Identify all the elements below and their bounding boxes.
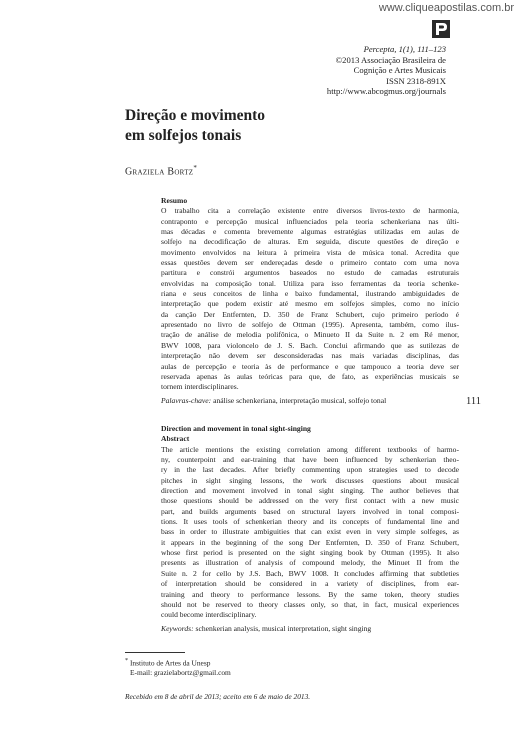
abstract-keywords bbox=[161, 624, 459, 634]
resumo-line: da canção Der Entfernten, D. 350 de Franz Schubert, cujo primeiro período é bbox=[161, 309, 459, 319]
article-author bbox=[125, 164, 197, 177]
footnote-affiliation-text: Instituto de Artes da Unesp bbox=[129, 658, 211, 668]
journal-info bbox=[327, 44, 446, 97]
abstract-line: whose first period is presented on the sight singing book by Ottman (1995). It also bbox=[161, 548, 459, 558]
resumo-line: essas questões devem ser endereçadas desde o primeiro contato com uma nova bbox=[161, 258, 459, 268]
resumo-keywords-label: Palavras-chave: bbox=[161, 395, 212, 405]
journal-url[interactable]: http://www.abcogmus.org/journals bbox=[326, 86, 446, 97]
abstract-line: ny, counterpoint and ear-training that have been influenced by schenkerian theo- bbox=[161, 455, 459, 465]
resumo-body bbox=[161, 206, 459, 392]
abstract-line: those questions should be addressed on the very first contact with a new music bbox=[161, 496, 459, 506]
abstract-keywords-label: Keywords: bbox=[161, 623, 194, 633]
footnote bbox=[125, 656, 231, 678]
footnote-mark: * bbox=[125, 658, 129, 664]
abstract-keywords-text: schenkerian analysis, musical interpretation, sight singing bbox=[193, 623, 372, 633]
resumo-line: mas décadas e comenta brevemente algumas estratégias utilizadas em aulas de bbox=[161, 227, 459, 237]
abstract-body bbox=[161, 445, 459, 621]
resumo-heading: Resumo bbox=[161, 196, 188, 205]
resumo-line: interpretação não devem ser desconsideradas nas mais variadas disciplinas, das bbox=[161, 351, 459, 361]
resumo-line: envolvidas na composição tonal. Utiliza para isso ferramentas da teoria schenke- bbox=[161, 278, 459, 288]
resumo-line: reservada apenas às aulas teóricas para que, de fato, as experiências musicais se bbox=[161, 371, 459, 381]
english-title: Direction and movement in tonal sight-singing bbox=[161, 424, 311, 433]
resumo-line: partitura e constrói argumentos baseados no estudo de camadas estruturais bbox=[161, 268, 459, 278]
resumo-line: aulas de percepção e teoria às de performance e que tampouco a teoria deve ser bbox=[161, 361, 459, 371]
author-name: Graziela Bortz bbox=[125, 166, 194, 178]
abstract-line: of interpretation should be considered in a variety of disciplines, from ear- bbox=[161, 579, 459, 589]
received-dates: Recebido em 8 de abril de 2013; aceito em 6 de maio de 2013. bbox=[125, 692, 311, 701]
abstract-line: direction and movement involved in tonal sight singing. The author believes that bbox=[161, 486, 459, 496]
resumo-line: BWV 1008, para violoncelo de J. S. Bach. Conclui afirmando que as sutilezas de bbox=[161, 340, 459, 350]
abstract-heading: Abstract bbox=[161, 434, 190, 444]
resumo-keywords-text: análise schenkeriana, interpretação musical, solfejo tonal bbox=[211, 395, 387, 405]
journal-copyright: ©2013 Associação Brasileira de bbox=[335, 54, 446, 65]
article-title-line-1: Direção e movimento bbox=[125, 107, 266, 124]
resumo-line: apresentado no livro de solfejo de Ottman (1995). Apresenta, também, como ilus- bbox=[161, 320, 459, 330]
author-footnote-mark: * bbox=[193, 164, 198, 172]
resumo-line: tornem interdisciplinares. bbox=[161, 382, 239, 392]
resumo-line: interpretação que podem existir até mesmo em solfejos simples, como no início bbox=[161, 299, 459, 309]
article-title-line-2: em solfejos tonais bbox=[125, 127, 242, 144]
abstract-line: could become interdisciplinary. bbox=[161, 610, 257, 620]
abstract-line: pitches in sight singing lessons, the work discusses questions about musical bbox=[161, 475, 459, 485]
resumo-line: solfejo na decodificação de alturas. Em seguida, discute questões de direção e bbox=[161, 237, 459, 247]
journal-copyright-2: Cognição e Artes Musicais bbox=[353, 65, 446, 76]
abstract-line: Suite n. 2 for cello by J.S. Bach, BWV 1008. It concludes affirming that subtleties bbox=[161, 568, 459, 578]
abstract-line: should not be reserved to theory classes only, so that, in fact, musical experiences bbox=[161, 599, 459, 609]
footnote-divider bbox=[125, 652, 185, 653]
abstract-line: part, and builds arguments based on structural layers involved in tonal composi- bbox=[161, 506, 459, 516]
abstract-line: it appears in the beginning of the song Der Entfernten, D. 350 of Franz Schubert, bbox=[161, 537, 459, 547]
resumo-line: contraponto e percepção musical influenciados pela teoria schenkeriana nas últi- bbox=[161, 216, 459, 226]
site-watermark: www.cliqueapostilas.com.br bbox=[378, 2, 514, 14]
resumo-line: tração de análise de melodia polifônica, o Minueto II da Suite n. 2 em Ré menor, bbox=[161, 330, 459, 340]
journal-logo-icon bbox=[432, 20, 450, 38]
abstract-line: bass in order to illustrate ambiguities that can exist even in very simple solfeges, as bbox=[161, 527, 459, 537]
abstract-line: training and theory to performance lessons. By the same token, theory studies bbox=[161, 589, 459, 599]
abstract-line: The article mentions the existing correlation among different textbooks of harmo- bbox=[161, 444, 459, 454]
journal-issn: ISSN 2318-891X bbox=[386, 75, 446, 86]
resumo-line: movimento envolvidos na leitura à primeira vista de música tonal. Acredita que bbox=[161, 247, 459, 257]
abstract-line: ry in the last decades. After briefly commenting upon strategies used to decode bbox=[161, 465, 459, 475]
abstract-section bbox=[161, 424, 459, 634]
resumo-line: O trabalho cita a correlação existente entre diversos livros-texto de harmonia, bbox=[161, 206, 459, 216]
page-number: 111 bbox=[466, 396, 481, 407]
footnote-affiliation bbox=[125, 656, 231, 668]
journal-citation: Percepta, 1(1), 111–123 bbox=[363, 44, 446, 54]
resumo-section bbox=[161, 196, 459, 406]
article-title bbox=[125, 106, 265, 146]
resumo-line: riana e seus conceitos de linha e baixo fundamental, ilustrando ambiguidades de bbox=[161, 289, 459, 299]
resumo-keywords bbox=[161, 396, 459, 406]
footnote-email: E-mail: grazielabortz@gmail.com bbox=[130, 668, 231, 678]
abstract-line: tions. It uses tools of schenkerian theory and its concepts of fundamental line and bbox=[161, 517, 459, 527]
abstract-line: presents as illustration of analysis of compound melody, the Minuet II from the bbox=[161, 558, 459, 568]
